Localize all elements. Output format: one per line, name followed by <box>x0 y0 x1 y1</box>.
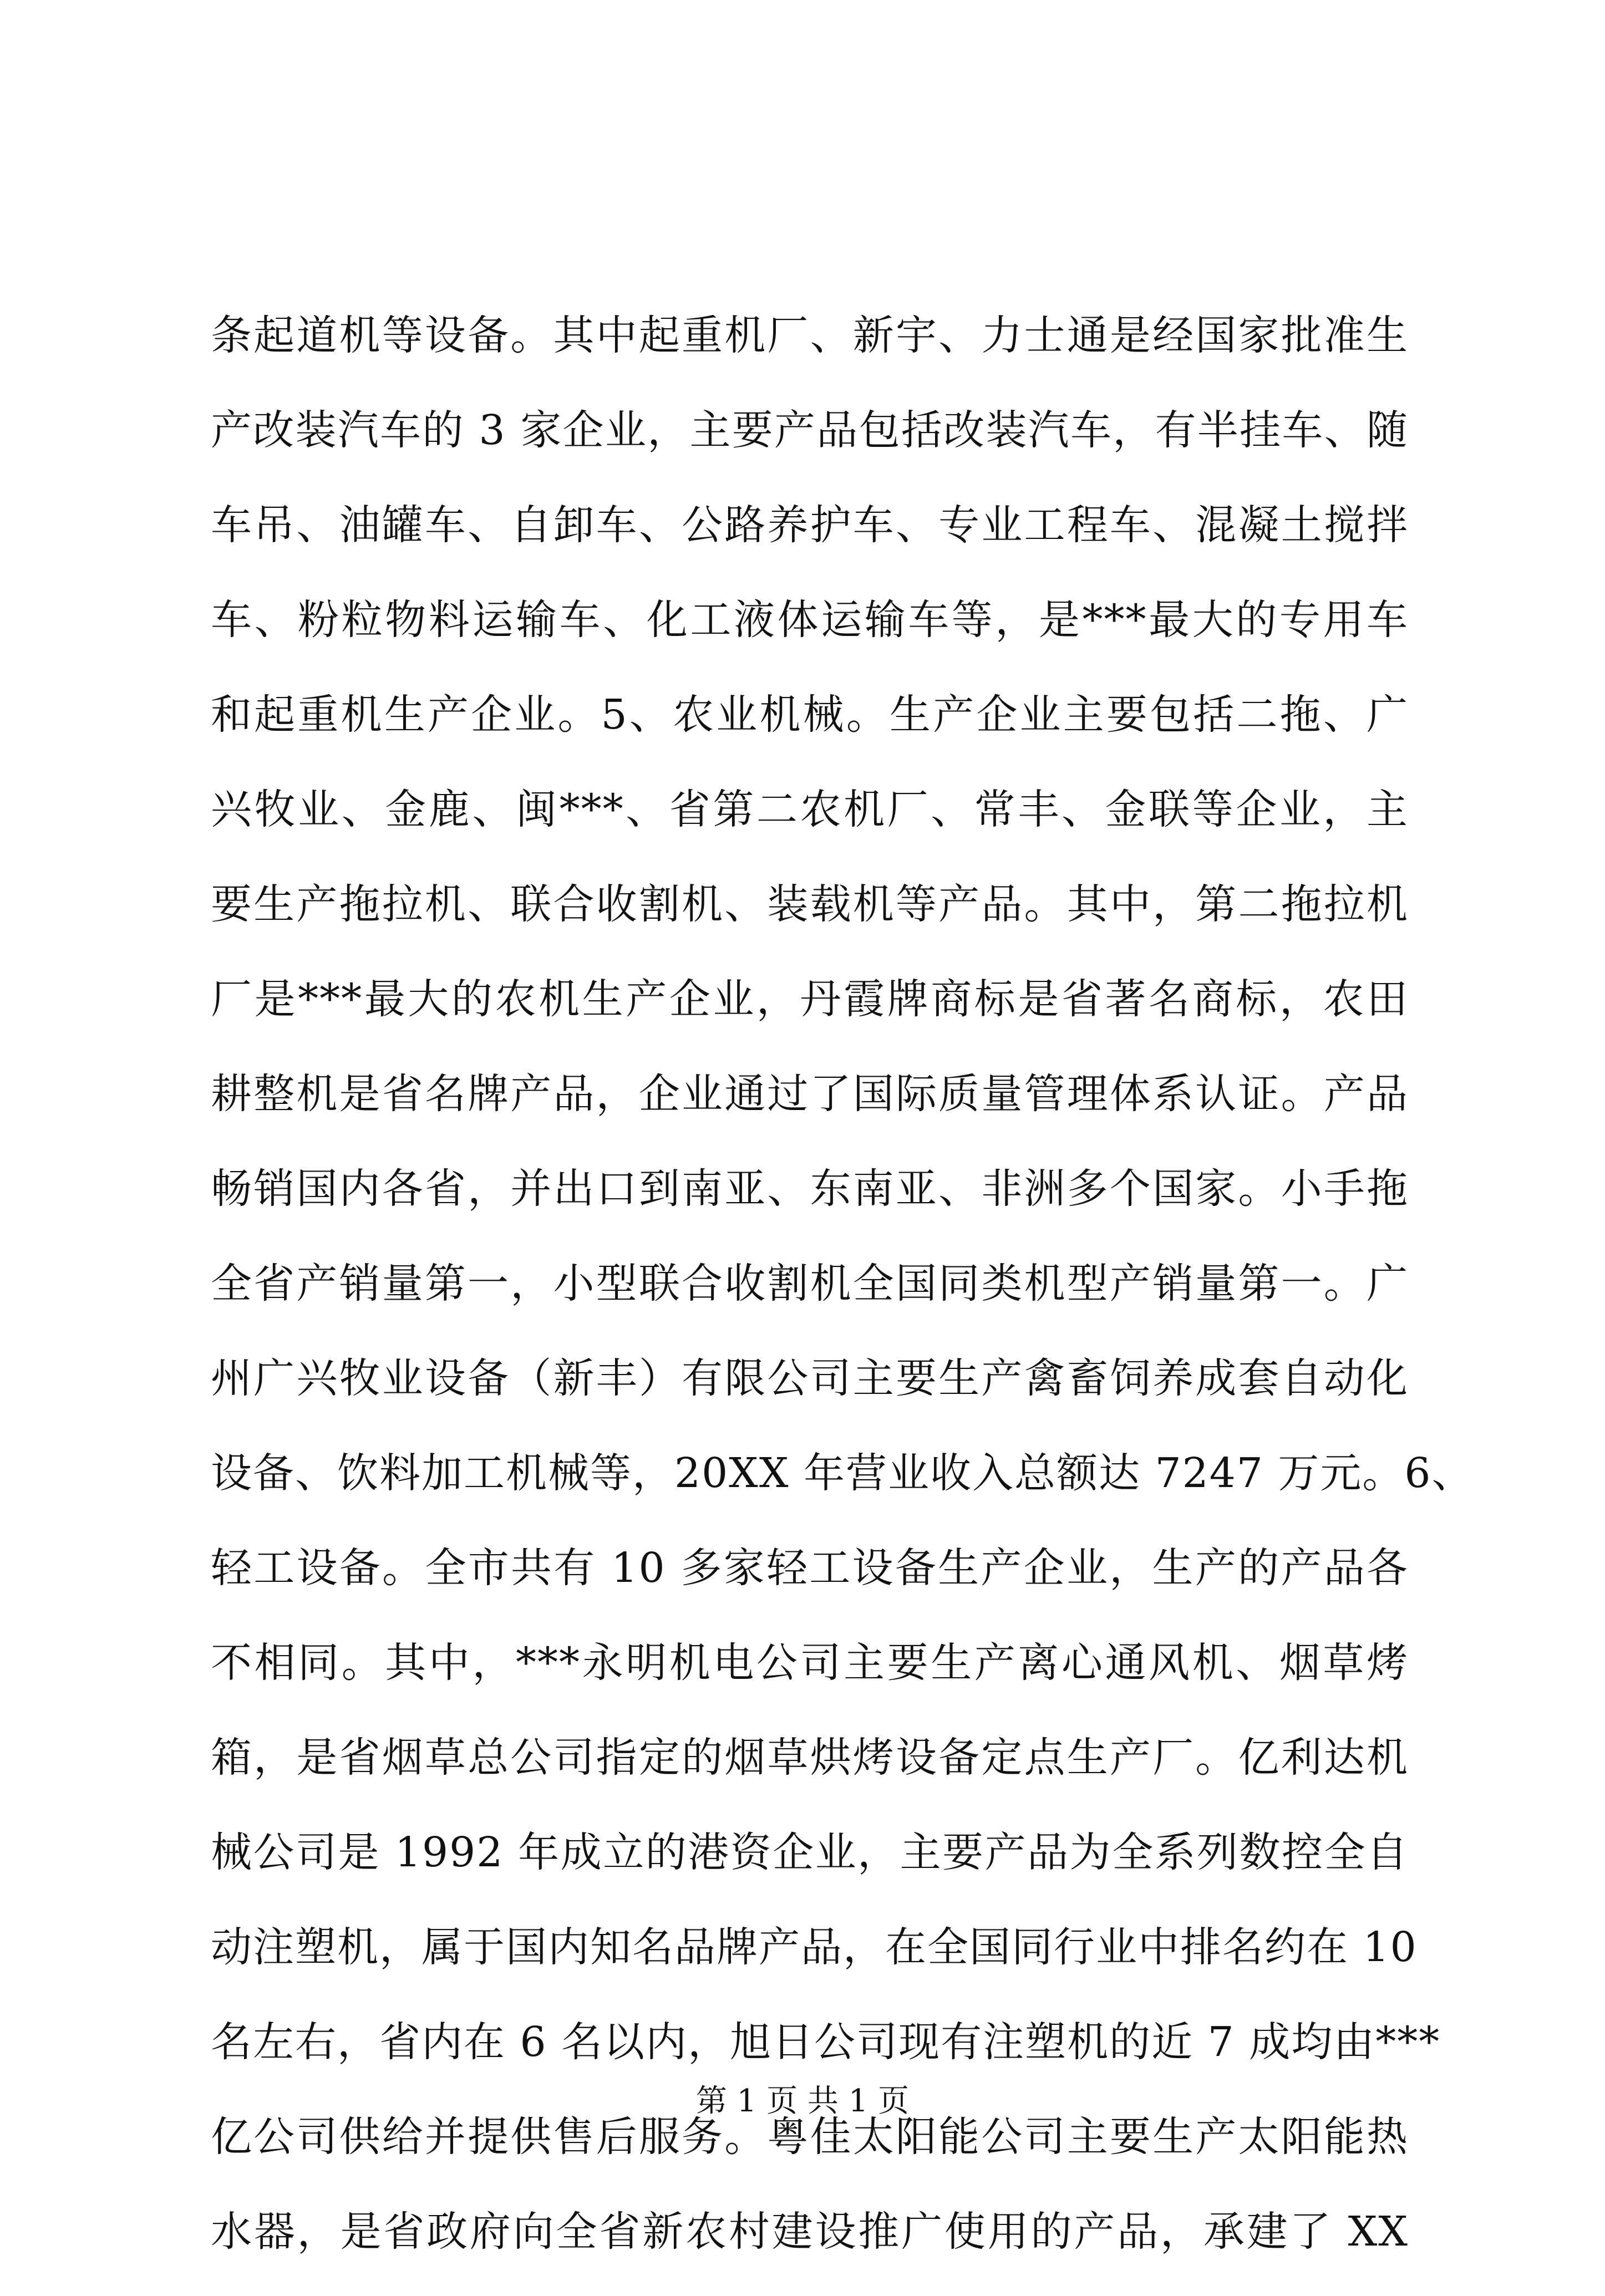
text-line: 轻工设备。全市共有 10 多家轻工设备生产企业，生产的产品各 <box>211 1544 1409 1592</box>
text-line: 厂是***最大的农机生产企业，丹霞牌商标是省著名商标，农田 <box>211 975 1409 1023</box>
text-line: 畅销国内各省，并出口到南亚、东南亚、非洲多个国家。小手拖 <box>211 1165 1409 1213</box>
text-line: 和起重机生产企业。5、农业机械。生产企业主要包括二拖、广 <box>211 691 1409 739</box>
text-line: 车吊、油罐车、自卸车、公路养护车、专业工程车、混凝土搅拌 <box>211 501 1409 549</box>
text-line: 全省产销量第一，小型联合收割机全国同类机型产销量第一。广 <box>211 1260 1409 1307</box>
text-line: 条起道机等设备。其中起重机厂、新宇、力士通是经国家批准生 <box>211 312 1409 359</box>
text-line: 动注塑机，属于国内知名品牌产品，在全国同行业中排名约在 10 <box>211 1923 1418 1971</box>
text-line: 箱，是省烟草总公司指定的烟草烘烤设备定点生产厂。亿利达机 <box>211 1734 1409 1781</box>
text-line: 亿公司供给并提供售后服务。粤佳太阳能公司主要生产太阳能热 <box>211 2113 1409 2161</box>
text-line: 车、粉粒物料运输车、化工液体运输车等，是***最大的专用车 <box>211 596 1409 644</box>
text-line: 耕整机是省名牌产品，企业通过了国际质量管理体系认证。产品 <box>211 1070 1409 1118</box>
page-footer: 第 1 页 共 1 页 <box>695 2083 910 2119</box>
text-line: 设备、饮料加工机械等，20XX 年营业收入总额达 7247 万元。6、 <box>211 1449 1474 1497</box>
text-line: 械公司是 1992 年成立的港资企业，主要产品为全系列数控全自 <box>211 1829 1409 1876</box>
text-line: 水器，是省政府向全省新农村建设推广使用的产品，承建了 XX <box>211 2208 1409 2256</box>
text-line: 不相同。其中，***永明机电公司主要生产离心通风机、烟草烤 <box>211 1639 1409 1687</box>
text-line: 州广兴牧业设备（新丰）有限公司主要生产禽畜饲养成套自动化 <box>211 1355 1409 1402</box>
text-line: 产改装汽车的 3 家企业，主要产品包括改装汽车，有半挂车、随 <box>211 406 1409 454</box>
text-line: 要生产拖拉机、联合收割机、装载机等产品。其中，第二拖拉机 <box>211 880 1409 928</box>
text-line: 名左右，省内在 6 名以内，旭日公司现有注塑机的近 7 成均由*** <box>211 2018 1441 2066</box>
text-line: 兴牧业、金鹿、闽***、省第二农机厂、常丰、金联等企业，主 <box>211 786 1409 833</box>
body-text <box>211 305 1474 2296</box>
